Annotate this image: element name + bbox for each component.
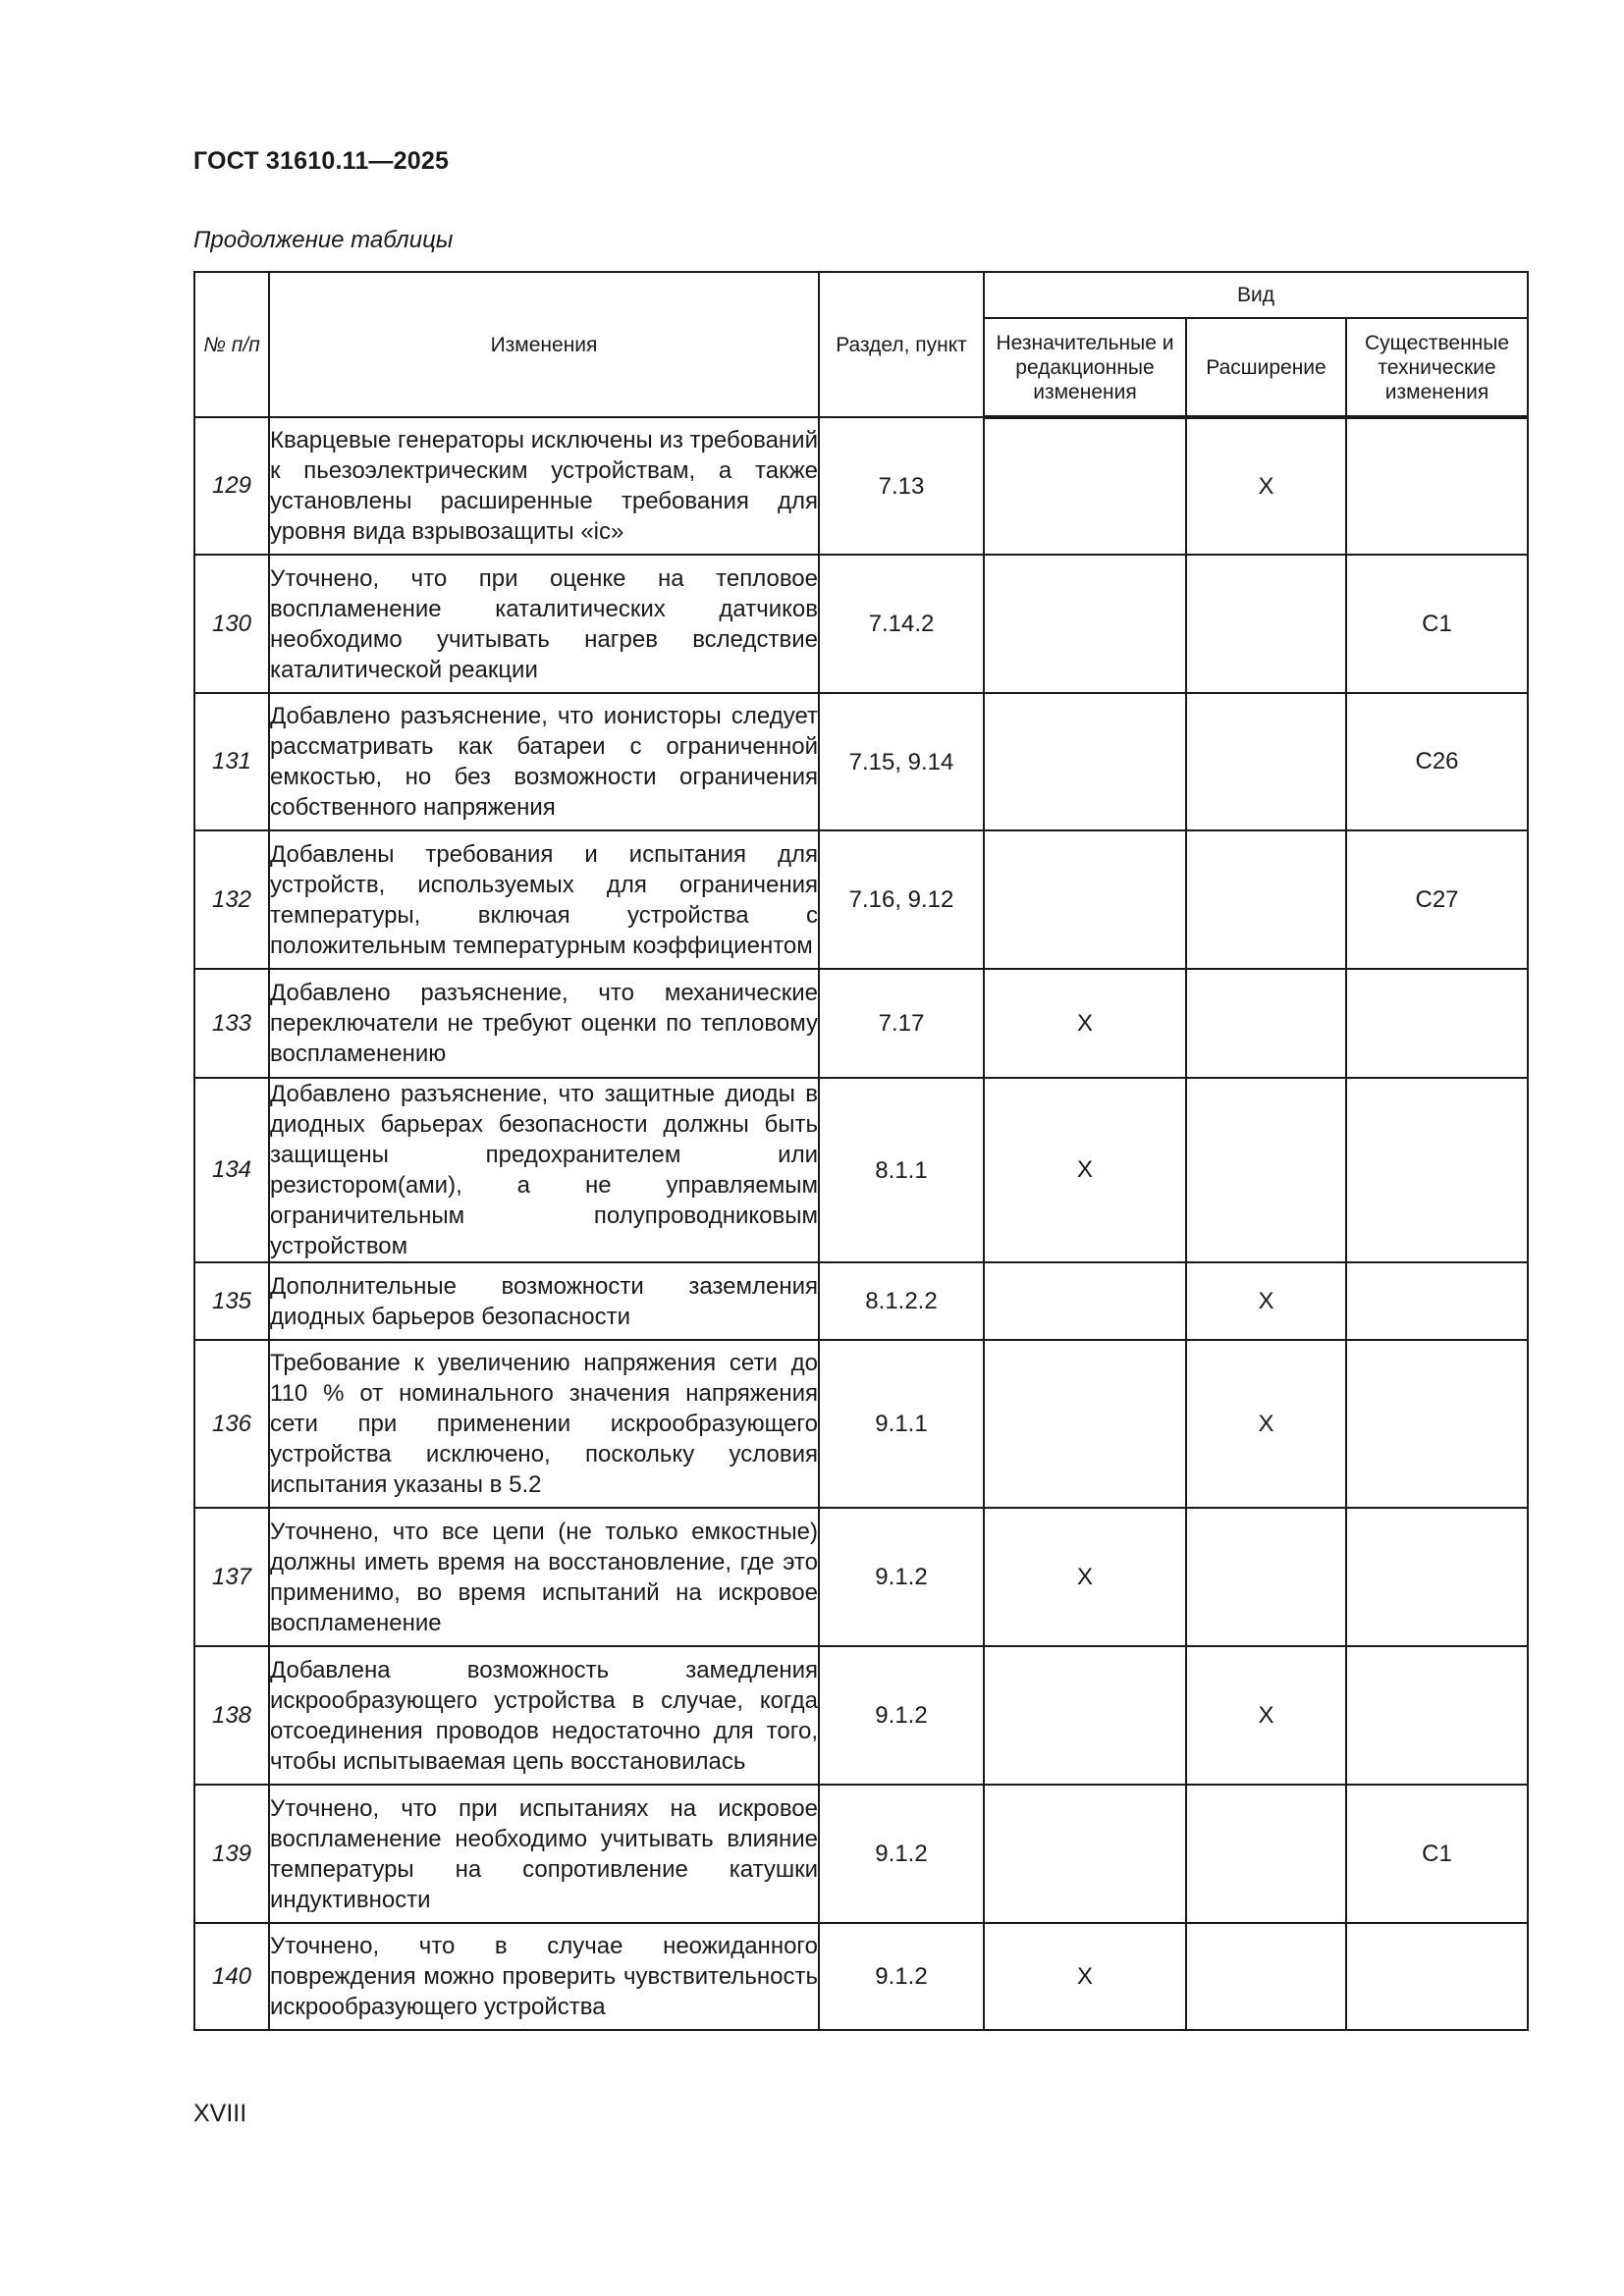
change-description: Уточнено, что при оценке на тепловое воспламенение каталитических датчиков необходимо учитывать нагрев вследствие каталитической реакции <box>269 555 819 693</box>
minor-change-mark: X <box>984 969 1186 1078</box>
extension-mark <box>1186 693 1346 830</box>
major-change-mark <box>1346 1923 1528 2030</box>
change-description: Добавлено разъяснение, что ионисторы следует рассматривать как батареи с ограниченной емкостью, но без возможности ограничения собственного напряжения <box>269 693 819 830</box>
row-number: 138 <box>194 1646 269 1785</box>
table-row <box>194 693 1528 830</box>
extension-mark: X <box>1186 417 1346 555</box>
row-number: 134 <box>194 1078 269 1262</box>
change-description: Дополнительные возможности заземления диодных барьеров безопасности <box>269 1262 819 1340</box>
change-description: Добавлено разъяснение, что защитные диоды в диодных барьерах безопасности должны быть защищены предохранителем или резистором(ами), а не управляемым ограничительным полупроводниковым устройством <box>269 1078 819 1262</box>
section-reference: 7.14.2 <box>819 555 984 693</box>
minor-change-mark <box>984 555 1186 693</box>
minor-change-mark <box>984 693 1186 830</box>
table-continuation-caption: Продолжение таблицы <box>193 227 454 253</box>
row-number: 129 <box>194 417 269 555</box>
section-reference: 9.1.2 <box>819 1646 984 1785</box>
extension-mark <box>1186 1508 1346 1646</box>
section-reference: 9.1.2 <box>819 1785 984 1923</box>
column-header-section: Раздел, пункт <box>819 272 984 417</box>
column-header-minor: Незначительные и редакционные изменения <box>984 318 1186 417</box>
section-reference: 9.1.2 <box>819 1923 984 2030</box>
table-row <box>194 969 1528 1078</box>
change-description: Уточнено, что все цепи (не только емкостные) должны иметь время на восстановление, где это применимо, во время испытаний на искровое воспламенение <box>269 1508 819 1646</box>
section-reference: 7.16, 9.12 <box>819 830 984 969</box>
row-number: 133 <box>194 969 269 1078</box>
page-number: XVIII <box>193 2100 247 2127</box>
minor-change-mark <box>984 1646 1186 1785</box>
section-reference: 7.13 <box>819 417 984 555</box>
table-row <box>194 1508 1528 1646</box>
table-body <box>194 417 1528 2030</box>
major-change-mark: C1 <box>1346 555 1528 693</box>
column-header-number: № п/п <box>194 272 269 417</box>
minor-change-mark <box>984 830 1186 969</box>
table-row <box>194 1646 1528 1785</box>
section-reference: 8.1.1 <box>819 1078 984 1262</box>
column-header-extension: Расширение <box>1186 318 1346 417</box>
column-header-changes: Изменения <box>269 272 819 417</box>
table-row <box>194 417 1528 555</box>
minor-change-mark <box>984 1262 1186 1340</box>
column-header-major: Существенные технические изменения <box>1346 318 1528 417</box>
minor-change-mark <box>984 417 1186 555</box>
major-change-mark <box>1346 969 1528 1078</box>
extension-mark <box>1186 555 1346 693</box>
major-change-mark <box>1346 1646 1528 1785</box>
table-row <box>194 830 1528 969</box>
change-description: Требование к увеличению напряжения сети до 110 % от номинального значения напряжения сети при применении искрообразующего устройства исключено, поскольку условия испытания указаны в 5.2 <box>269 1340 819 1508</box>
major-change-mark: C26 <box>1346 693 1528 830</box>
extension-mark <box>1186 969 1346 1078</box>
section-reference: 7.17 <box>819 969 984 1078</box>
row-number: 136 <box>194 1340 269 1508</box>
major-change-mark <box>1346 1262 1528 1340</box>
extension-mark: X <box>1186 1262 1346 1340</box>
extension-mark <box>1186 830 1346 969</box>
major-change-mark <box>1346 1078 1528 1262</box>
major-change-mark <box>1346 417 1528 555</box>
change-description: Добавлено разъяснение, что механические переключатели не требуют оценки по тепловому воспламенению <box>269 969 819 1078</box>
row-number: 131 <box>194 693 269 830</box>
major-change-mark <box>1346 1508 1528 1646</box>
change-description: Уточнено, что в случае неожиданного повреждения можно проверить чувствительность искрообразующего устройства <box>269 1923 819 2030</box>
row-number: 140 <box>194 1923 269 2030</box>
minor-change-mark: X <box>984 1923 1186 2030</box>
table-header-row <box>194 272 1528 318</box>
extension-mark <box>1186 1785 1346 1923</box>
table-row <box>194 1785 1528 1923</box>
extension-mark <box>1186 1078 1346 1262</box>
change-description: Уточнено, что при испытаниях на искровое воспламенение необходимо учитывать влияние температуры на сопротивление катушки индуктивности <box>269 1785 819 1923</box>
row-number: 130 <box>194 555 269 693</box>
section-reference: 8.1.2.2 <box>819 1262 984 1340</box>
change-description: Добавлены требования и испытания для устройств, используемых для ограничения температуры, включая устройства с положительным температурным коэффициентом <box>269 830 819 969</box>
change-description: Добавлена возможность замедления искрообразующего устройства в случае, когда отсоединения проводов недостаточно для того, чтобы испытываемая цепь восстановилась <box>269 1646 819 1785</box>
extension-mark: X <box>1186 1340 1346 1508</box>
section-reference: 7.15, 9.14 <box>819 693 984 830</box>
row-number: 137 <box>194 1508 269 1646</box>
document-title: ГОСТ 31610.11—2025 <box>193 147 450 175</box>
extension-mark: X <box>1186 1646 1346 1785</box>
major-change-mark: C1 <box>1346 1785 1528 1923</box>
minor-change-mark: X <box>984 1508 1186 1646</box>
minor-change-mark: X <box>984 1078 1186 1262</box>
table-row <box>194 1262 1528 1340</box>
table-row <box>194 1923 1528 2030</box>
row-number: 139 <box>194 1785 269 1923</box>
changes-table <box>193 271 1529 2031</box>
minor-change-mark <box>984 1785 1186 1923</box>
row-number: 135 <box>194 1262 269 1340</box>
change-description: Кварцевые генераторы исключены из требований к пьезоэлектрическим устройствам, а также установлены расширенные требования для уровня вида взрывозащиты «ic» <box>269 417 819 555</box>
row-number: 132 <box>194 830 269 969</box>
extension-mark <box>1186 1923 1346 2030</box>
table-row <box>194 1340 1528 1508</box>
major-change-mark: C27 <box>1346 830 1528 969</box>
minor-change-mark <box>984 1340 1186 1508</box>
section-reference: 9.1.1 <box>819 1340 984 1508</box>
section-reference: 9.1.2 <box>819 1508 984 1646</box>
table-row <box>194 555 1528 693</box>
column-header-type-group: Вид <box>984 272 1528 318</box>
table-row <box>194 1078 1528 1262</box>
major-change-mark <box>1346 1340 1528 1508</box>
